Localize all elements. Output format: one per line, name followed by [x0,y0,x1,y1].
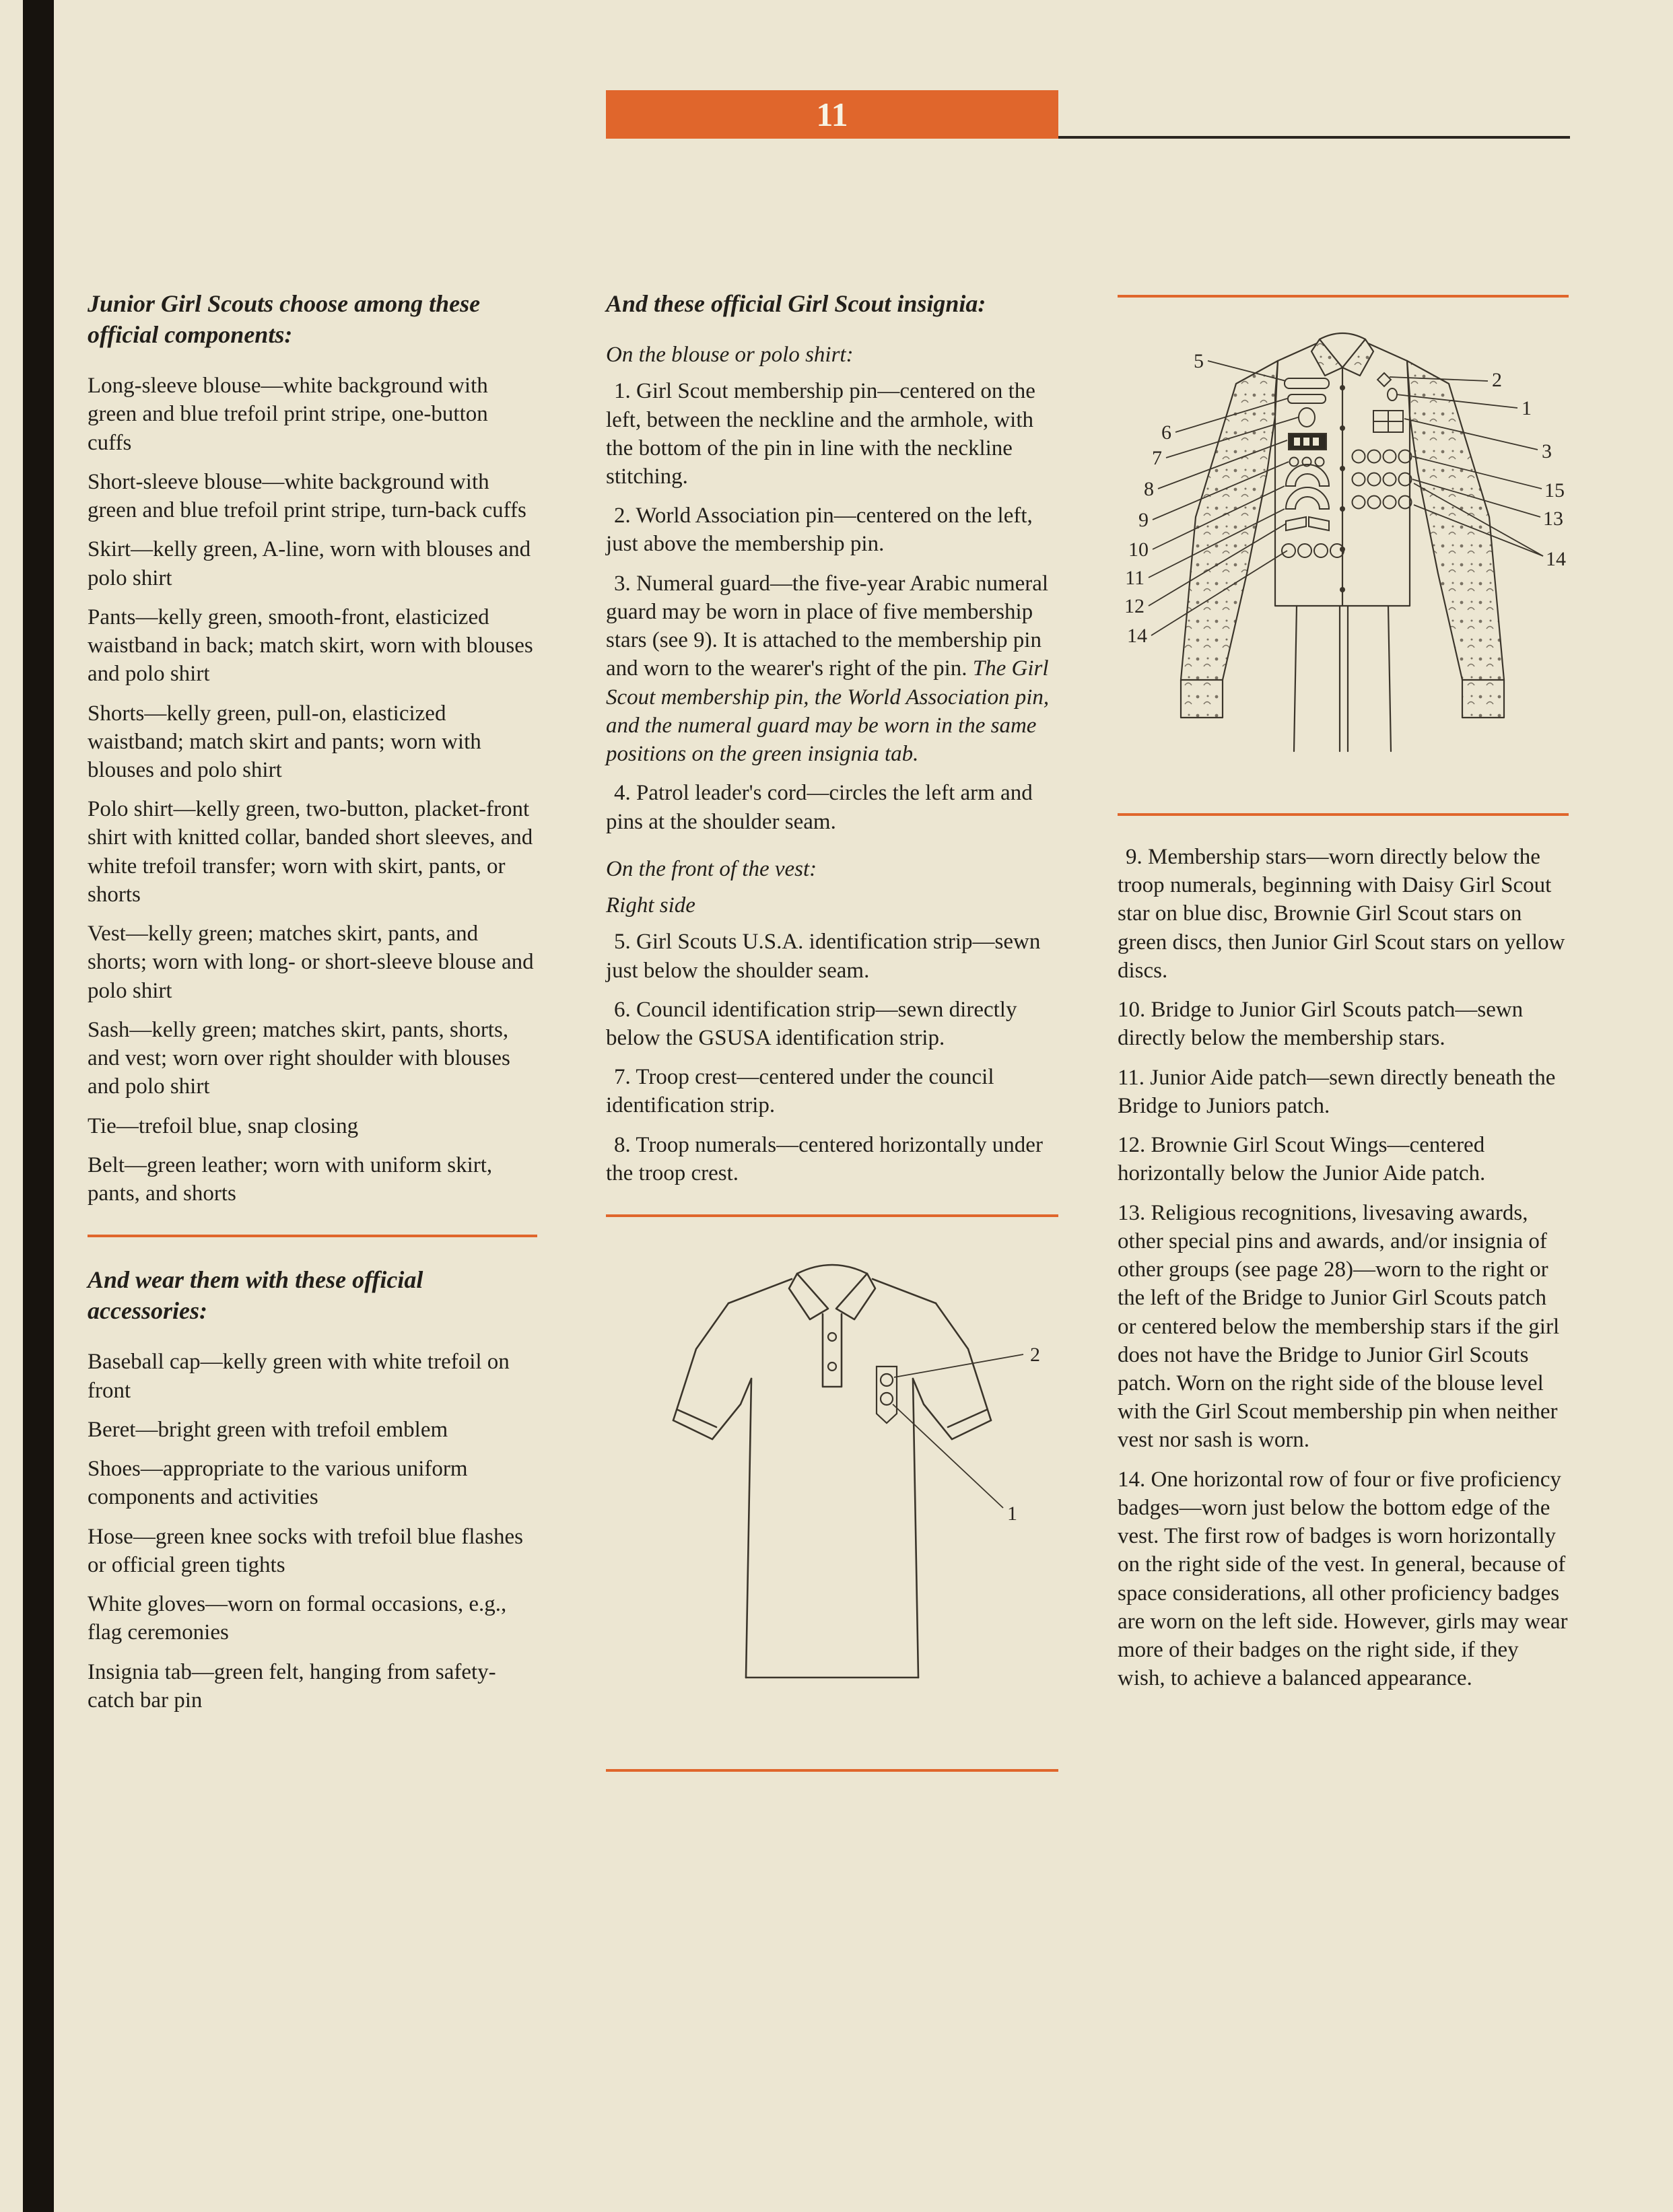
callout-label: 13 [1543,508,1563,530]
callout-label: 9 [1138,509,1149,531]
callout-label: 12 [1124,595,1145,617]
left-chest-insignia [1282,378,1344,557]
callout-label: 6 [1161,421,1171,444]
polo-buttons-and-tab [828,1333,897,1423]
callout-lines [893,1354,1023,1508]
insignia-item [606,377,1058,491]
component-item: Belt—green leather; worn with uniform skirt, pants, and shorts [88,1152,493,1206]
section-divider [606,1214,1058,1217]
component-item: Skirt—kelly green, A-line, worn with blouses and polo shirt [88,537,531,590]
accessories-heading: And wear them with these official accessories: [88,1266,423,1325]
callout-label: 14 [1127,625,1147,647]
insignia-item: 10. Bridge to Junior Girl Scouts patch—sewn directly below the membership stars. [1118,998,1524,1051]
callout-label: 2 [1492,369,1502,391]
insignia-item: 5. Girl Scouts U.S.A. identification strip—sewn just below the shoulder seam. [606,930,1041,983]
page-number: 11 [816,96,848,133]
callout-label: 1 [1522,397,1532,419]
insignia-item: 6. Council identification strip—sewn directly below the GSUSA identification strip. [606,997,1017,1050]
components-heading: Junior Girl Scouts choose among these official components: [88,290,481,349]
section-divider [606,1769,1058,1772]
item-italic-text: The Girl Scout membership pin, the World Association pin, and the numeral guard may be worn in the same positions on the green insignia tab. [606,656,1050,767]
component-item: Polo shirt—kelly green, two-button, placket-front shirt with knitted collar, banded short sleeves, and white trefoil transfer; worn with skirt, pants, or shorts [88,797,533,907]
header-rule [1058,136,1570,139]
item-text: 2. World Association pin—centered on the left, just above the membership pin. [606,504,1033,557]
insignia-item: 13. Religious recognitions, livesaving awards, other special pins and awards, and/or insignia of other groups (see page 28)—worn to the right or the left of the Bridge to Junior Girl Scouts patch or centered below the membership stars if the girl does not have the Bridge to Junior Girl Scouts patch. Worn on the right side of the blouse level with the Girl Scout membership pin when neither vest nor sash is worn. [1118,1200,1560,1453]
insignia-item: 9. Membership stars—worn directly below the troop numerals, beginning with Daisy Girl Scout star on blue disc, Brownie Girl Scout stars on green discs, then Junior Girl Scout stars on yellow discs. [1118,845,1565,983]
callout-label: 5 [1194,350,1204,372]
callout-label: 11 [1125,567,1145,589]
callout-label: 14 [1546,548,1566,570]
insignia-heading: And these official Girl Scout insignia: [606,290,986,317]
right-chest-insignia [1353,373,1412,508]
accessory-item: Beret—bright green with trefoil emblem [88,1417,448,1442]
callout-label: 7 [1152,447,1162,469]
component-item: Sash—kelly green; matches skirt, pants, shorts, and vest; worn over right shoulder with blouses and polo shirt [88,1017,510,1099]
section-divider [1118,813,1569,816]
callout-label: 10 [1128,539,1149,561]
uniform-insignia-diagram [1118,315,1569,786]
insignia-item: 8. Troop numerals—centered horizontally under the troop crest. [606,1132,1043,1185]
uniform-blouse-drawing [1118,315,1567,786]
component-item: Vest—kelly green; matches skirt, pants, and shorts; worn with long- or short-sleeve blouse and polo shirt [88,922,534,1003]
callout-label: 2 [1030,1344,1040,1367]
insignia-item [606,502,1058,558]
component-item: Tie—trefoil blue, snap closing [88,1113,359,1138]
component-item: Long-sleeve blouse—white background with green and blue trefoil print stripe, one-button cuffs [88,374,488,455]
components-column [88,288,537,1725]
callout-label: 1 [1007,1502,1017,1525]
subhead-right-side: Right side [606,893,695,918]
item-text: 1. Girl Scout membership pin—centered on the left, between the neckline and the armhole, with the bottom of the pin in line with the neckline stitching. [606,379,1035,489]
insignia-item [606,779,1058,835]
callout-label: 8 [1144,478,1154,500]
polo-shirt-drawing [606,1244,1058,1742]
component-item: Shorts—kelly green, pull-on, elasticized waistband; match skirt and pants; worn with blouses and polo shirt [88,701,481,782]
subhead-blouse: On the blouse or polo shirt: [606,343,854,368]
insignia-item [606,569,1058,769]
callout-label: 3 [1542,440,1552,462]
insignia-column [606,288,1058,1799]
page-edge-bar [23,0,54,2212]
polo-shirt-diagram [606,1244,1058,1742]
insignia-item: 12. Brownie Girl Scout Wings—centered horizontally below the Junior Aide patch. [1118,1133,1486,1186]
item-text: 4. Patrol leader's cord—circles the left arm and pins at the shoulder seam. [606,781,1033,834]
insignia-continued-column [1118,285,1569,1704]
insignia-item: 7. Troop crest—centered under the council identification strip. [606,1065,994,1118]
insignia-item: 11. Junior Aide patch—sewn directly beneath the Bridge to Juniors patch. [1118,1065,1556,1118]
subhead-vest: On the front of the vest: [606,856,817,881]
accessory-item: Shoes—appropriate to the various uniform components and activities [88,1457,468,1510]
callout-label: 15 [1544,479,1565,502]
page-number-banner [606,90,1058,139]
section-divider [1118,295,1569,298]
accessory-item: White gloves—worn on formal occasions, e.g., flag ceremonies [88,1592,507,1645]
item-text: 3. Numeral guard—the five-year Arabic numeral guard may be worn in place of five membership stars (see 9). It is attached to the membership pin and worn to the wearer's right of the pin. [606,571,1049,681]
troop-numerals-marks [1294,438,1319,446]
section-divider [88,1235,537,1237]
polo-outline [673,1265,991,1678]
component-item: Short-sleeve blouse—white background with green and blue trefoil print stripe, turn-back cuffs [88,469,526,523]
blouse-outline [1181,333,1504,751]
component-item: Pants—kelly green, smooth-front, elasticized waistband in back; match skirt, worn with blouses and polo shirt [88,604,533,687]
accessory-item: Hose—green knee socks with trefoil blue flashes or official green tights [88,1524,523,1577]
accessory-item: Baseball cap—kelly green with white trefoil on front [88,1350,510,1403]
accessory-item: Insignia tab—green felt, hanging from safety-catch bar pin [88,1659,496,1713]
insignia-item: 14. One horizontal row of four or five proficiency badges—worn just below the bottom edge of the vest. The first row of badges is worn horizontally on the right side of the vest. In general, because of space considerations, all other proficiency badges are worn on the left side. However, girls may wear more of their badges on the right side, if they wish, to achieve a balanced appearance. [1118,1467,1568,1691]
